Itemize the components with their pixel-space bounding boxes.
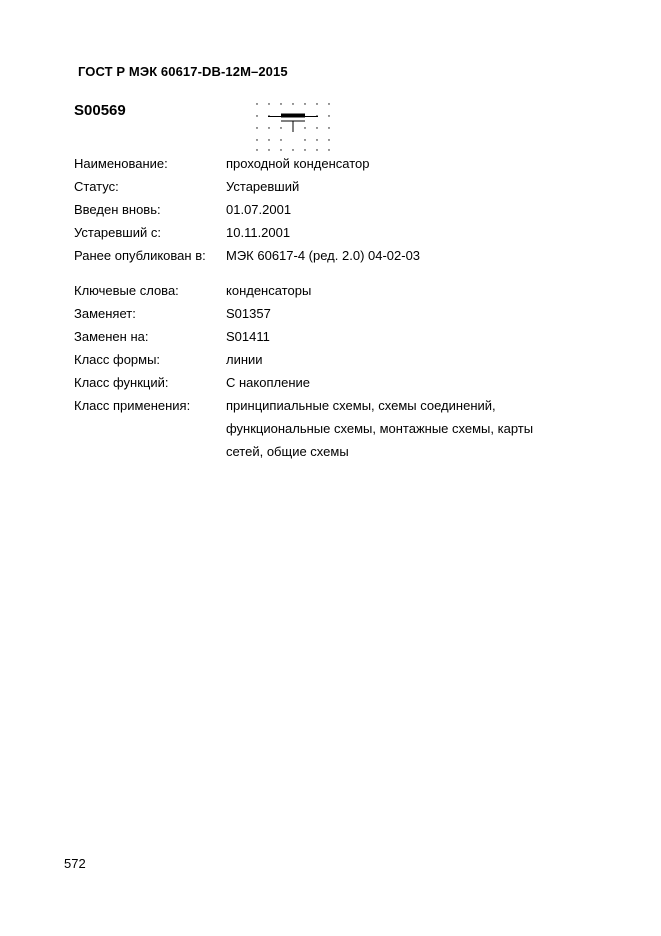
property-label: Введен вновь: — [74, 202, 161, 217]
property-label: Заменяет: — [74, 306, 136, 321]
property-value: С накопление — [226, 375, 310, 390]
symbol-code: S00569 — [74, 102, 126, 119]
property-value: 10.11.2001 — [226, 225, 291, 240]
property-value: принципиальные схемы, схемы соединений, функциональные схемы, монтажные схемы, карты сетей, общие схемы — [226, 398, 534, 459]
property-value: МЭК 60617-4 (ред. 2.0) 04-02-03 — [226, 248, 421, 263]
property-value: Устаревший — [226, 179, 300, 194]
property-label: Ранее опубликован в: — [74, 248, 206, 263]
property-value: S01357 — [226, 306, 271, 321]
page-number: 572 — [64, 856, 86, 871]
property-label: Класс функций: — [74, 375, 169, 390]
property-value: конденсаторы — [226, 283, 312, 298]
symbol-plate-top — [281, 114, 305, 118]
property-label: Класс применения: — [74, 398, 191, 413]
property-label: Класс формы: — [74, 352, 161, 367]
property-label: Статус: — [74, 179, 119, 194]
feed-through-capacitor-icon — [252, 100, 334, 152]
property-label: Заменен на: — [74, 329, 149, 344]
property-value: S01411 — [226, 329, 270, 344]
property-label: Наименование: — [74, 156, 168, 171]
property-value: 01.07.2001 — [226, 202, 292, 217]
property-value: линии — [226, 352, 263, 367]
property-label: Ключевые слова: — [74, 283, 179, 298]
document-header-title: ГОСТ Р МЭК 60617-DB-12M–2015 — [78, 64, 288, 79]
property-label: Устаревший с: — [74, 225, 161, 240]
property-value: проходной конденсатор — [226, 156, 370, 171]
